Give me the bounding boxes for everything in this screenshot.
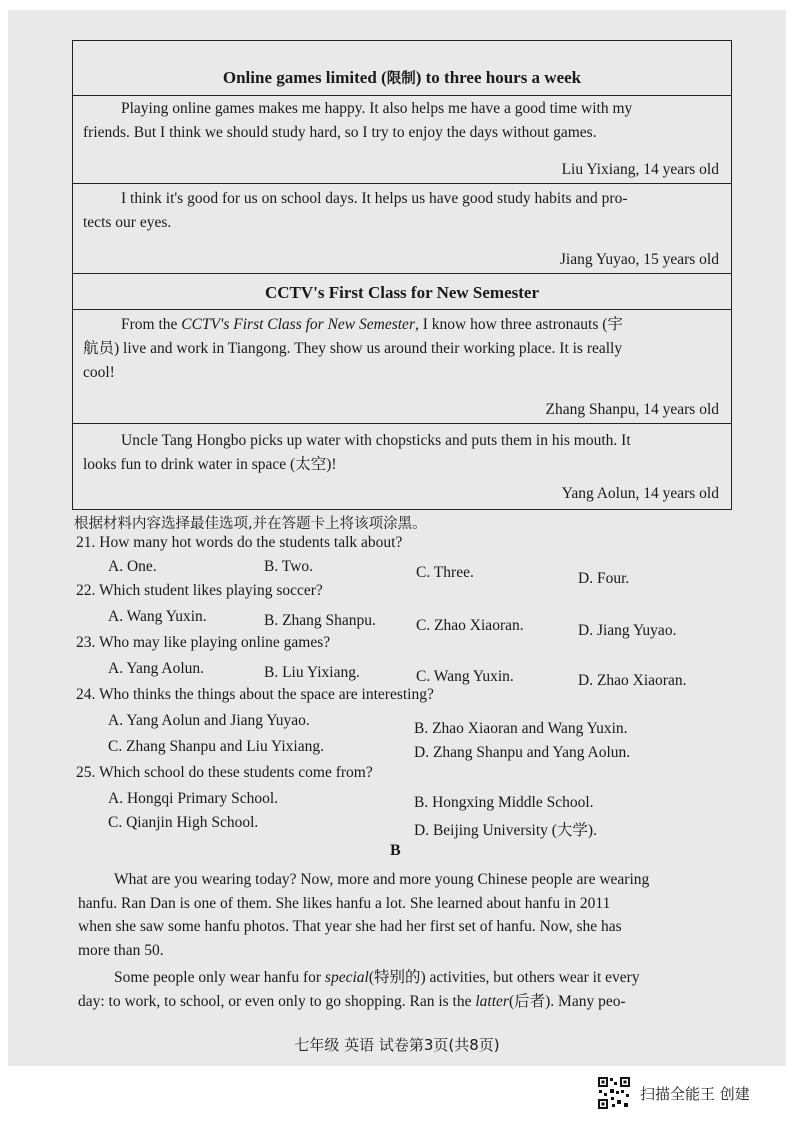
signature-zhang-shanpu: Zhang Shanpu, 14 years old bbox=[545, 401, 719, 418]
instruction-text: 根据材料内容选择最佳选项,并在答题卡上将该项涂黑。 bbox=[74, 516, 427, 532]
comment-liu-yixiang: Playing online games makes me happy. It also helps me have a good time with my friends. But I think we should study hard, so I try to enjoy the days without games. bbox=[83, 100, 633, 141]
question-24-option-c: C. Zhang Shanpu and Liu Yixiang. bbox=[108, 738, 324, 755]
question-23-option-c: C. Wang Yuxin. bbox=[416, 668, 514, 685]
question-21-option-a: A. One. bbox=[108, 558, 157, 575]
question-24-stem: 24. Who thinks the things about the space are interesting? bbox=[76, 686, 434, 703]
divider bbox=[73, 273, 731, 274]
scanner-watermark: 扫描全能王 创建 bbox=[640, 1085, 750, 1103]
section-title-cctv: CCTV's First Class for New Semester bbox=[265, 283, 539, 302]
comment-zhang-shanpu: From the CCTV's First Class for New Semester, I know how three astronauts (宇 航员) live and work in Tiangong. They show us around their working place. It is really cool! bbox=[83, 316, 623, 381]
signature-yang-aolun: Yang Aolun, 14 years old bbox=[561, 485, 719, 502]
question-21-option-c: C. Three. bbox=[416, 564, 474, 581]
divider bbox=[73, 423, 731, 424]
comment-jiang-yuyao: I think it's good for us on school days. It helps us have good study habits and pro- tects our eyes. bbox=[83, 190, 628, 231]
question-25-option-a: A. Hongqi Primary School. bbox=[108, 790, 279, 807]
question-24-option-b: B. Zhao Xiaoran and Wang Yuxin. bbox=[414, 720, 628, 737]
question-21-option-d: D. Four. bbox=[578, 570, 630, 587]
question-22-option-c: C. Zhao Xiaoran. bbox=[416, 617, 524, 634]
question-22-option-b: B. Zhang Shanpu. bbox=[264, 612, 376, 629]
divider bbox=[73, 95, 731, 96]
signature-jiang-yuyao: Jiang Yuyao, 15 years old bbox=[559, 251, 719, 268]
divider bbox=[73, 183, 731, 184]
question-22-option-d: D. Jiang Yuyao. bbox=[578, 622, 677, 639]
page-footer: 七年级 英语 试卷第3页(共8页) bbox=[294, 1036, 500, 1054]
section-b-paragraph-2: Some people only wear hanfu for special(特别的) activities, but others wear it every day: to work, to school, or even only to go shopping. Ran is the latter(后者). Many peo- bbox=[78, 969, 640, 1010]
question-25-stem: 25. Which school do these students come from? bbox=[76, 764, 373, 781]
question-21-option-b: B. Two. bbox=[264, 558, 314, 575]
section-title-online-games: Online games limited (限制) to three hours a week bbox=[222, 68, 582, 87]
question-23-option-d: D. Zhao Xiaoran. bbox=[578, 672, 687, 689]
qr-code-icon bbox=[597, 1076, 631, 1110]
question-21-stem: 21. How many hot words do the students talk about? bbox=[76, 534, 403, 551]
comment-yang-aolun: Uncle Tang Hongbo picks up water with chopsticks and puts them in his mouth. It looks fun to drink water in space (太空)! bbox=[83, 432, 631, 473]
question-25-option-b: B. Hongxing Middle School. bbox=[414, 794, 594, 811]
question-25-option-d: D. Beijing University (大学). bbox=[414, 822, 597, 839]
section-b-heading: B bbox=[390, 842, 401, 859]
question-23-stem: 23. Who may like playing online games? bbox=[76, 634, 331, 651]
question-22-stem: 22. Which student likes playing soccer? bbox=[76, 582, 323, 599]
reading-material-box bbox=[72, 40, 732, 510]
question-23-option-b: B. Liu Yixiang. bbox=[264, 664, 360, 681]
signature-liu-yixiang: Liu Yixiang, 14 years old bbox=[561, 161, 719, 178]
question-22-option-a: A. Wang Yuxin. bbox=[108, 608, 207, 625]
question-25-option-c: C. Qianjin High School. bbox=[108, 814, 259, 831]
question-24-option-d: D. Zhang Shanpu and Yang Aolun. bbox=[414, 744, 631, 761]
question-24-option-a: A. Yang Aolun and Jiang Yuyao. bbox=[108, 712, 310, 729]
section-b-paragraph-1: What are you wearing today? Now, more and more young Chinese people are wearing hanfu. Ran Dan is one of them. She likes hanfu a lot. She learned about hanfu in 2011 when she saw some hanfu photos. That year she had her first set of hanfu. Now, she has more than 50. bbox=[78, 871, 650, 959]
question-23-option-a: A. Yang Aolun. bbox=[108, 660, 205, 677]
divider bbox=[73, 309, 731, 310]
